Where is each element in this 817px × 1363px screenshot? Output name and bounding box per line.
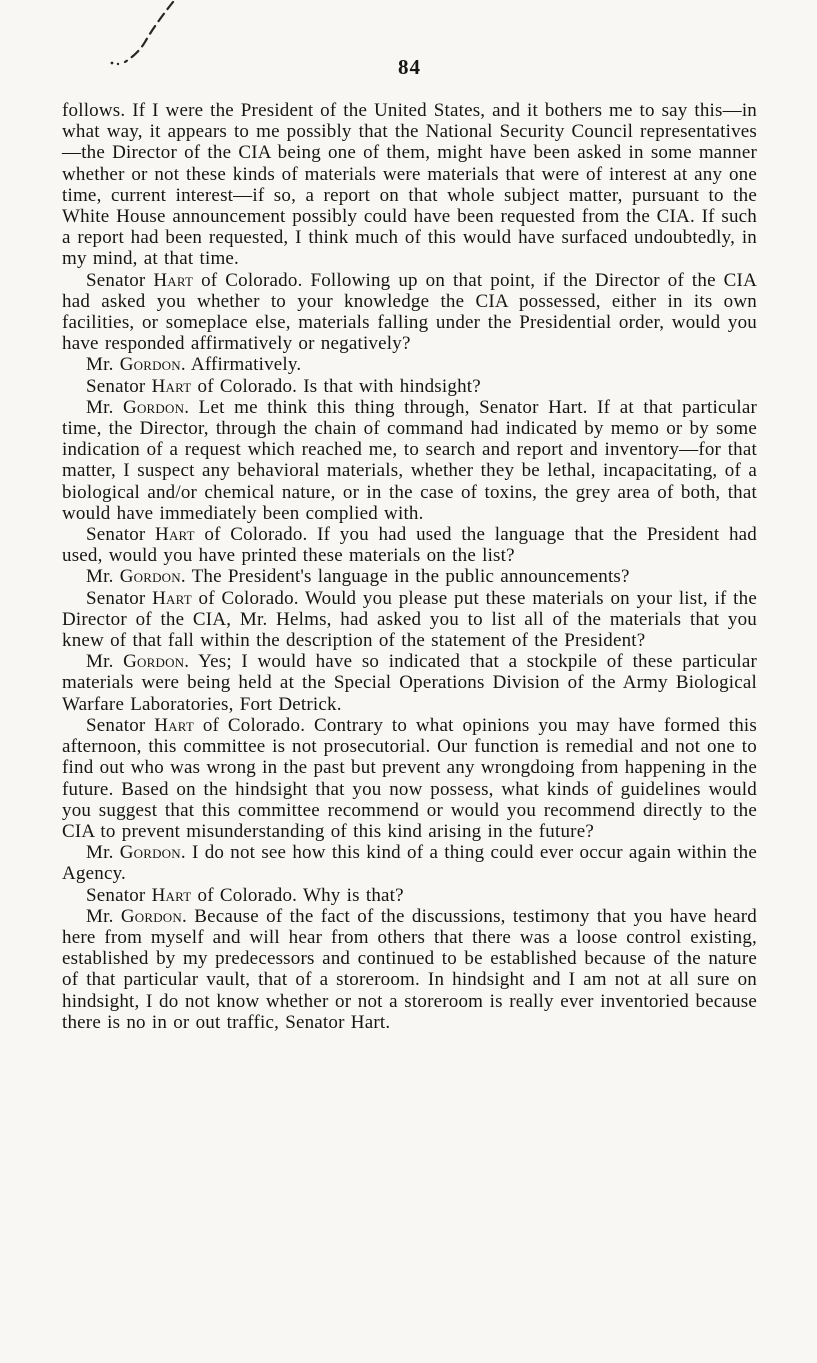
paragraph	[62, 842, 757, 884]
paragraph-text: Senator	[86, 269, 154, 291]
paragraph-text: follows. If I were the President of the United States, and it bothers me to say this—in what way, it appears to me possibly that the National Security Council representatives—the Director of the CIA being one of them, might have been asked in some manner whether or not these kinds of materials were materials that were of interest at any one time, current interest—if so, a report on that whole subject matter, pursuant to the White House announcement possibly could have been requested from the CIA. If such a report had been requested, I think much of this would have surfaced undoubtedly, in my mind, at that time.	[62, 100, 757, 270]
speaker-name: Hart	[152, 587, 192, 609]
paragraph-text: . Affirmatively.	[180, 354, 302, 376]
paragraph-text: Senator	[86, 524, 156, 546]
speaker-name: Gordon	[123, 651, 185, 673]
paragraph	[62, 100, 757, 270]
paragraph-text: Mr.	[86, 396, 124, 418]
speaker-name: Gordon	[119, 566, 181, 588]
speaker-name: Gordon	[119, 842, 181, 864]
paragraph-text: of Colorado. Following up on that point, if the Director of the CIA had asked you whether to your knowledge the CIA possessed, either in its own facilities, or someplace else, materials falling under the Presidential order, would you have responded affirmatively or negatively?	[62, 269, 757, 355]
page-body	[62, 100, 757, 1033]
paragraph	[62, 354, 757, 375]
speaker-name: Hart	[151, 375, 192, 397]
paragraph-text: of Colorado. Is that with hindsight?	[191, 375, 481, 397]
paragraph-text: . Let me think this thing through, Senator Hart. If at that particular time, the Director, through the chain of command had indicated by memo or by some indication of a request which reached me, to search and report and inventory—for that matter, I suspect any behavioral materials, whether they be lethal, incapacitating, of a biological and/or chemical nature, or in the case of toxins, the grey area of both, that would have immediately been complied with.	[62, 396, 757, 524]
paragraph	[62, 270, 757, 355]
paragraph-text: Senator	[86, 714, 155, 736]
paragraph-text: of Colorado. If you had used the language that the President had used, would you have printed these materials on the list?	[62, 524, 757, 567]
paragraph	[62, 566, 757, 587]
paragraph-text: of Colorado. Would you please put these materials on your list, if the Director of the CIA, Mr. Helms, had asked you to list all of the materials that you knew of that fall within the description of the statement of the President?	[62, 587, 757, 652]
paragraph-text: . Yes; I would have so indicated that a stockpile of these particular materials were being held at the Special Operations Division of the Army Biological Warfare Laboratories, Fort Detrick.	[62, 651, 757, 715]
paragraph-text: Mr.	[86, 651, 124, 673]
paragraph	[62, 376, 757, 397]
speaker-name: Hart	[151, 884, 192, 906]
paragraph	[62, 906, 757, 1033]
paragraph-text: Senator	[86, 375, 152, 397]
speaker-name: Gordon	[123, 396, 185, 418]
speaker-name: Gordon	[120, 905, 182, 927]
paragraph-text: Mr.	[86, 842, 120, 864]
paragraph-text: of Colorado. Why is that?	[191, 884, 404, 906]
paragraph-text: Mr.	[86, 354, 120, 376]
paragraph-text: . I do not see how this kind of a thing could ever occur again within the Agency.	[62, 842, 757, 885]
paragraph-text: . The President's language in the public announcements?	[180, 566, 630, 588]
speaker-name: Hart	[154, 714, 195, 736]
page-number: 84	[398, 55, 421, 79]
paragraph-text: of Colorado. Contrary to what opinions you may have formed this afternoon, this committee is not prosecutorial. Our function is remedial and not one to find out who was wrong in the past but prevent any wrongdoing from happening in the future. Based on the hindsight that you now possess, what kinds of guidelines would you suggest that this committee recommend or would you recommend directly to the CIA to prevent misunderstanding of this kind arising in the future?	[62, 714, 758, 842]
paragraph-text: Senator	[86, 587, 153, 609]
paragraph	[62, 651, 757, 715]
paragraph	[62, 524, 757, 566]
speaker-name: Hart	[153, 269, 194, 291]
paragraph-text: Mr.	[86, 566, 120, 588]
paragraph-text: Senator	[86, 884, 152, 906]
paragraph-text: Mr.	[86, 905, 121, 927]
paragraph	[62, 715, 757, 842]
speaker-name: Gordon	[119, 354, 181, 376]
speaker-name: Hart	[155, 524, 195, 546]
paragraph	[62, 588, 757, 652]
paragraph	[62, 885, 757, 906]
paragraph	[62, 397, 757, 524]
paragraph-text: . Because of the fact of the discussions, testimony that you have heard here from myself and will hear from others that there was a loose control existing, established by my predecessors and continued to be established because of the nature of that particular vault, that of a storeroom. In hindsight and I am not at all sure on hindsight, I do not know whether or not a storeroom is really ever inventoried because there is no in or out traffic, Senator Hart.	[62, 905, 757, 1033]
